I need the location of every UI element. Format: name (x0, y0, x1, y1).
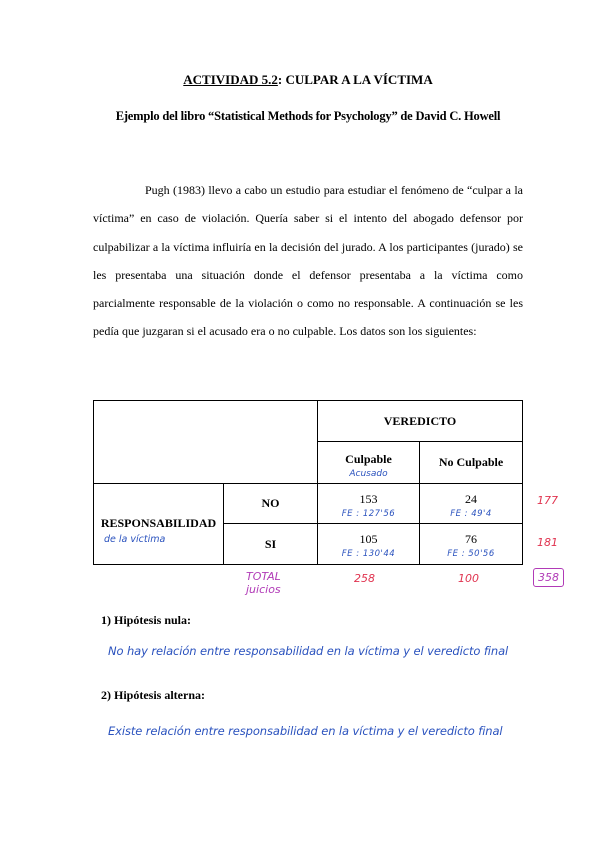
col-culpable-label: Culpable (345, 452, 392, 466)
col-culpable-note: Acusado (349, 469, 388, 479)
cell-si-noculpable (420, 524, 523, 565)
h1-text: Existe relación entre responsabilidad en la víctima y el veredicto final (108, 724, 503, 738)
h1-heading: 2) Hipótesis alterna: (101, 688, 205, 702)
contingency-table (93, 400, 523, 565)
grand-total: 358 (533, 568, 564, 587)
intro-paragraph: Pugh (1983) llevo a cabo un estudio para estudiar el fenómeno de “culpar a la víctima” en caso de violación. Quería saber si el intento del abogado defensor por culpabilizar a la víctima influiría en la decisión del jurado. A los participantes (jurado) se les presentaba una situación donde el defensor presentaba a la víctima como parcialmente responsable de la violación o como no responsable. A continuación se les pedía que juzgaran si el acusado era o no culpable. Los datos son los siguientes: (93, 183, 523, 339)
row-header-note: de la víctima (104, 534, 166, 545)
cell-value: 105 (359, 532, 378, 546)
cell-expected-freq: FE : 127'56 (341, 509, 396, 519)
cell-no-noculpable (420, 484, 523, 524)
title-prefix: ACTIVIDAD 5.2 (183, 72, 278, 87)
col-no-culpable-header: No Culpable (420, 442, 523, 484)
row-total-si: 181 (537, 536, 558, 549)
h0-heading: 1) Hipótesis nula: (101, 613, 192, 627)
row-header-cell (94, 484, 224, 565)
col-culpable-header (318, 442, 420, 484)
h0-text: No hay relación entre responsabilidad en la víctima y el veredicto final (108, 644, 509, 658)
row-total-no: 177 (537, 494, 558, 507)
cell-expected-freq: FE : 130'44 (341, 549, 396, 559)
cell-value: 24 (465, 492, 477, 506)
cell-no-culpable (318, 484, 420, 524)
row-label-no: NO (224, 484, 318, 524)
cell-si-culpable (318, 524, 420, 565)
row-header-label: RESPONSABILIDAD (100, 515, 217, 530)
title-suffix: : CULPAR A LA VÍCTIMA (277, 72, 433, 87)
cell-expected-freq: FE : 49'4 (450, 509, 492, 519)
veredicto-header: VEREDICTO (318, 401, 523, 442)
total-label-line1: TOTAL (246, 570, 281, 583)
cell-value: 153 (359, 492, 378, 506)
row-label-si: SI (224, 524, 318, 565)
col-total-noculpable: 100 (458, 572, 479, 585)
col-total-culpable: 258 (354, 572, 375, 585)
page-title (0, 72, 616, 88)
total-label-line2: juicios (246, 583, 281, 596)
total-juicios-label (246, 570, 281, 596)
page-subtitle: Ejemplo del libro “Statistical Methods for Psychology” de David C. Howell (115, 109, 501, 123)
cell-expected-freq: FE : 50'56 (447, 549, 495, 559)
table-empty-corner (94, 401, 318, 484)
cell-value: 76 (465, 532, 477, 546)
